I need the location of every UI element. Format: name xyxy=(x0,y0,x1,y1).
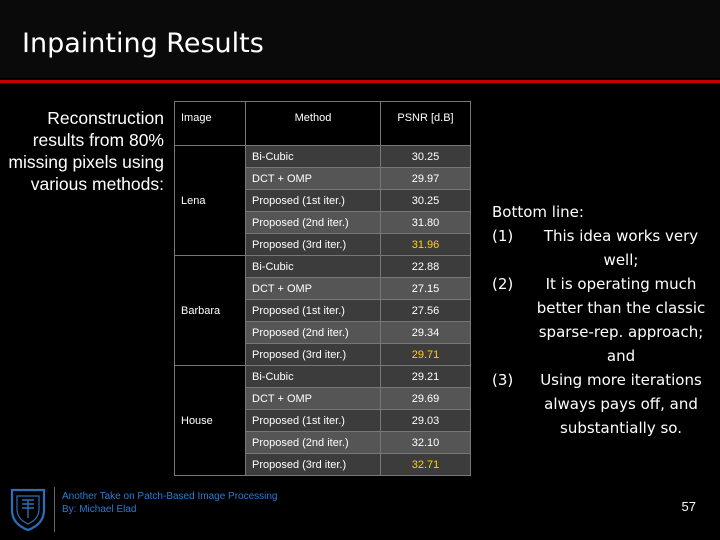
table-row xyxy=(175,366,471,388)
psnr-cell: 29.03 xyxy=(381,410,471,432)
table-row xyxy=(175,146,471,168)
method-cell: Proposed (1st iter.) xyxy=(246,190,381,212)
results-body xyxy=(175,146,471,476)
title-divider xyxy=(0,80,720,83)
university-logo-icon xyxy=(8,484,48,532)
bottom-line-box xyxy=(492,200,714,440)
method-cell: Proposed (2nd iter.) xyxy=(246,432,381,454)
method-cell: Bi-Cubic xyxy=(246,366,381,388)
method-cell: Proposed (2nd iter.) xyxy=(246,212,381,234)
psnr-cell: 29.34 xyxy=(381,322,471,344)
method-cell: Proposed (2nd iter.) xyxy=(246,322,381,344)
method-cell: Proposed (1st iter.) xyxy=(246,410,381,432)
psnr-cell: 32.71 xyxy=(381,454,471,476)
table-row xyxy=(175,256,471,278)
image-name-cell: House xyxy=(175,366,246,476)
slide-title: Inpainting Results xyxy=(22,28,264,59)
method-cell: Bi-Cubic xyxy=(246,256,381,278)
image-name-cell: Lena xyxy=(175,146,246,256)
point-number: (1) xyxy=(492,227,514,245)
psnr-cell: 29.97 xyxy=(381,168,471,190)
point-number: (3) xyxy=(492,371,514,389)
method-cell: Proposed (1st iter.) xyxy=(246,300,381,322)
bottom-line-point xyxy=(492,224,714,272)
psnr-cell: 27.15 xyxy=(381,278,471,300)
point-text: It is operating much better than the classic sparse-rep. approach; and xyxy=(536,275,706,365)
method-cell: Proposed (3rd iter.) xyxy=(246,344,381,366)
method-cell: Proposed (3rd iter.) xyxy=(246,234,381,256)
header-method: Method xyxy=(246,102,381,146)
method-cell: Proposed (3rd iter.) xyxy=(246,454,381,476)
header-image: Image xyxy=(175,102,246,146)
method-cell: Bi-Cubic xyxy=(246,146,381,168)
point-number: (2) xyxy=(492,275,514,293)
psnr-cell: 32.10 xyxy=(381,432,471,454)
psnr-cell: 30.25 xyxy=(381,190,471,212)
method-cell: DCT + OMP xyxy=(246,168,381,190)
method-cell: DCT + OMP xyxy=(246,388,381,410)
psnr-cell: 31.96 xyxy=(381,234,471,256)
psnr-cell: 29.21 xyxy=(381,366,471,388)
footer-title: Another Take on Patch-Based Image Processing xyxy=(62,491,278,502)
table-caption: Reconstruction results from 80% missing pixels using various methods: xyxy=(8,108,164,194)
method-cell: DCT + OMP xyxy=(246,278,381,300)
psnr-cell: 31.80 xyxy=(381,212,471,234)
page-number: 57 xyxy=(681,499,696,514)
psnr-cell: 27.56 xyxy=(381,300,471,322)
psnr-cell: 29.69 xyxy=(381,388,471,410)
table-header-row xyxy=(175,102,471,146)
point-text: Using more iterations always pays off, and substantially so. xyxy=(540,371,702,437)
footer-author: By: Michael Elad xyxy=(62,504,137,515)
point-text: This idea works very well; xyxy=(543,227,699,269)
footer xyxy=(62,490,278,516)
footer-divider xyxy=(54,487,55,532)
image-name-cell: Barbara xyxy=(175,256,246,366)
header-psnr: PSNR [d.B] xyxy=(381,102,471,146)
bottom-line-heading: Bottom line: xyxy=(492,203,584,221)
psnr-cell: 22.88 xyxy=(381,256,471,278)
bottom-line-point xyxy=(492,272,714,368)
psnr-cell: 30.25 xyxy=(381,146,471,168)
bottom-line-point xyxy=(492,368,714,440)
results-table xyxy=(174,101,471,476)
psnr-cell: 29.71 xyxy=(381,344,471,366)
